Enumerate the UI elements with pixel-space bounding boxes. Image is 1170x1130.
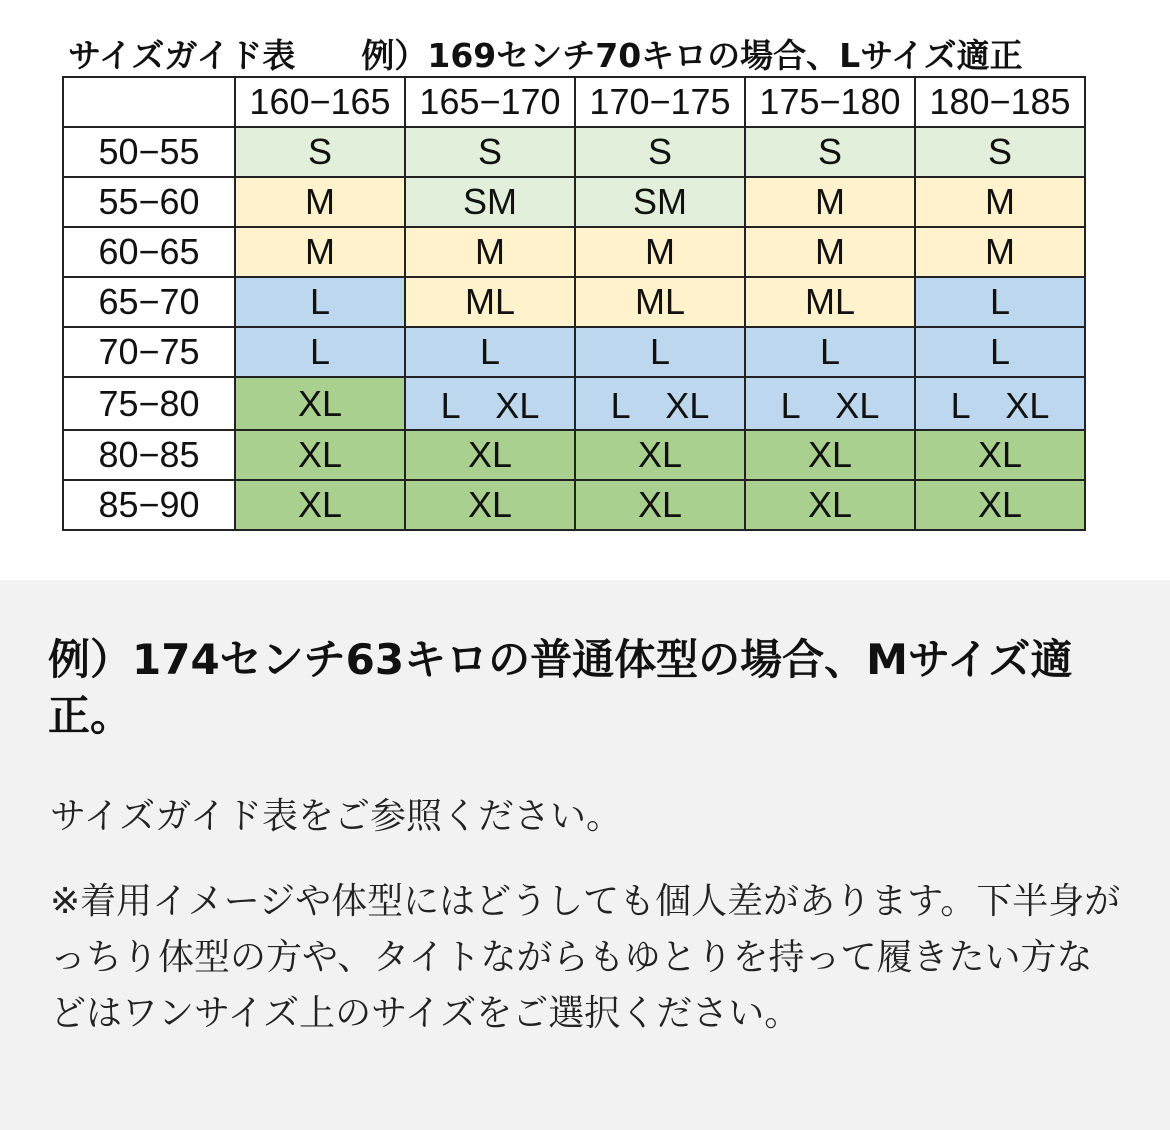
table-row [63,430,1085,480]
size-cell: XL [405,480,575,530]
guide-reference-text: サイズガイド表をご参照ください。 [50,796,623,837]
weight-header: 55−60 [63,177,235,227]
weight-header: 70−75 [63,327,235,377]
height-header: 160−165 [235,77,405,127]
size-cell: M [575,227,745,277]
height-header: 165−170 [405,77,575,127]
height-header: 170−175 [575,77,745,127]
size-cell: M [745,227,915,277]
table-row [63,277,1085,327]
size-cell: M [235,177,405,227]
size-cell: L [235,327,405,377]
size-cell: XL [745,480,915,530]
table-row [63,177,1085,227]
size-cell: M [235,227,405,277]
size-cell: XL [235,377,405,430]
size-cell: S [915,127,1085,177]
size-cell: M [405,227,575,277]
size-cell: L [405,327,575,377]
weight-header: 50−55 [63,127,235,177]
size-cell: M [915,227,1085,277]
table-row [63,327,1085,377]
size-cell: L [745,327,915,377]
fit-note-text: ※着用イメージや体型にはどうしても個人差があります。下半身がっちり体型の方や、タイトながらもゆとりを持って履きたい方などはワンサイズ上のサイズをご選択ください。 [50,881,1121,1034]
weight-header: 60−65 [63,227,235,277]
size-cell: L XL [575,377,745,430]
size-cell: L XL [915,377,1085,430]
size-cell: S [745,127,915,177]
table-row [63,127,1085,177]
size-cell: SM [405,177,575,227]
size-cell: XL [405,430,575,480]
size-cell: ML [745,277,915,327]
weight-header: 65−70 [63,277,235,327]
size-cell: L [915,277,1085,327]
weight-header: 75−80 [63,377,235,430]
size-cell: XL [745,430,915,480]
example-heading: 例）174センチ63キロの普通体型の場合、Mサイズ適正。 [48,635,1073,740]
size-cell: L [235,277,405,327]
size-guide-table [62,76,1086,531]
height-header: 180−185 [915,77,1085,127]
size-cell: M [915,177,1085,227]
size-cell: S [575,127,745,177]
size-cell: L XL [745,377,915,430]
size-cell: L XL [405,377,575,430]
table-corner-cell [63,77,235,127]
table-row [63,480,1085,530]
size-cell: XL [915,480,1085,530]
size-cell: S [405,127,575,177]
size-cell: S [235,127,405,177]
weight-header: 80−85 [63,430,235,480]
size-cell: XL [235,430,405,480]
size-cell: ML [405,277,575,327]
size-cell: XL [915,430,1085,480]
size-cell: M [745,177,915,227]
table-row [63,377,1085,430]
table-header-row [63,77,1085,127]
size-cell: ML [575,277,745,327]
size-cell: L [575,327,745,377]
size-cell: XL [575,430,745,480]
size-cell: XL [235,480,405,530]
size-cell: XL [575,480,745,530]
weight-header: 85−90 [63,480,235,530]
size-guide-title: サイズガイド表 例）169センチ70キロの場合、Lサイズ適正 [68,36,1023,75]
height-header: 175−180 [745,77,915,127]
size-cell: L [915,327,1085,377]
size-cell: SM [575,177,745,227]
table-row [63,227,1085,277]
